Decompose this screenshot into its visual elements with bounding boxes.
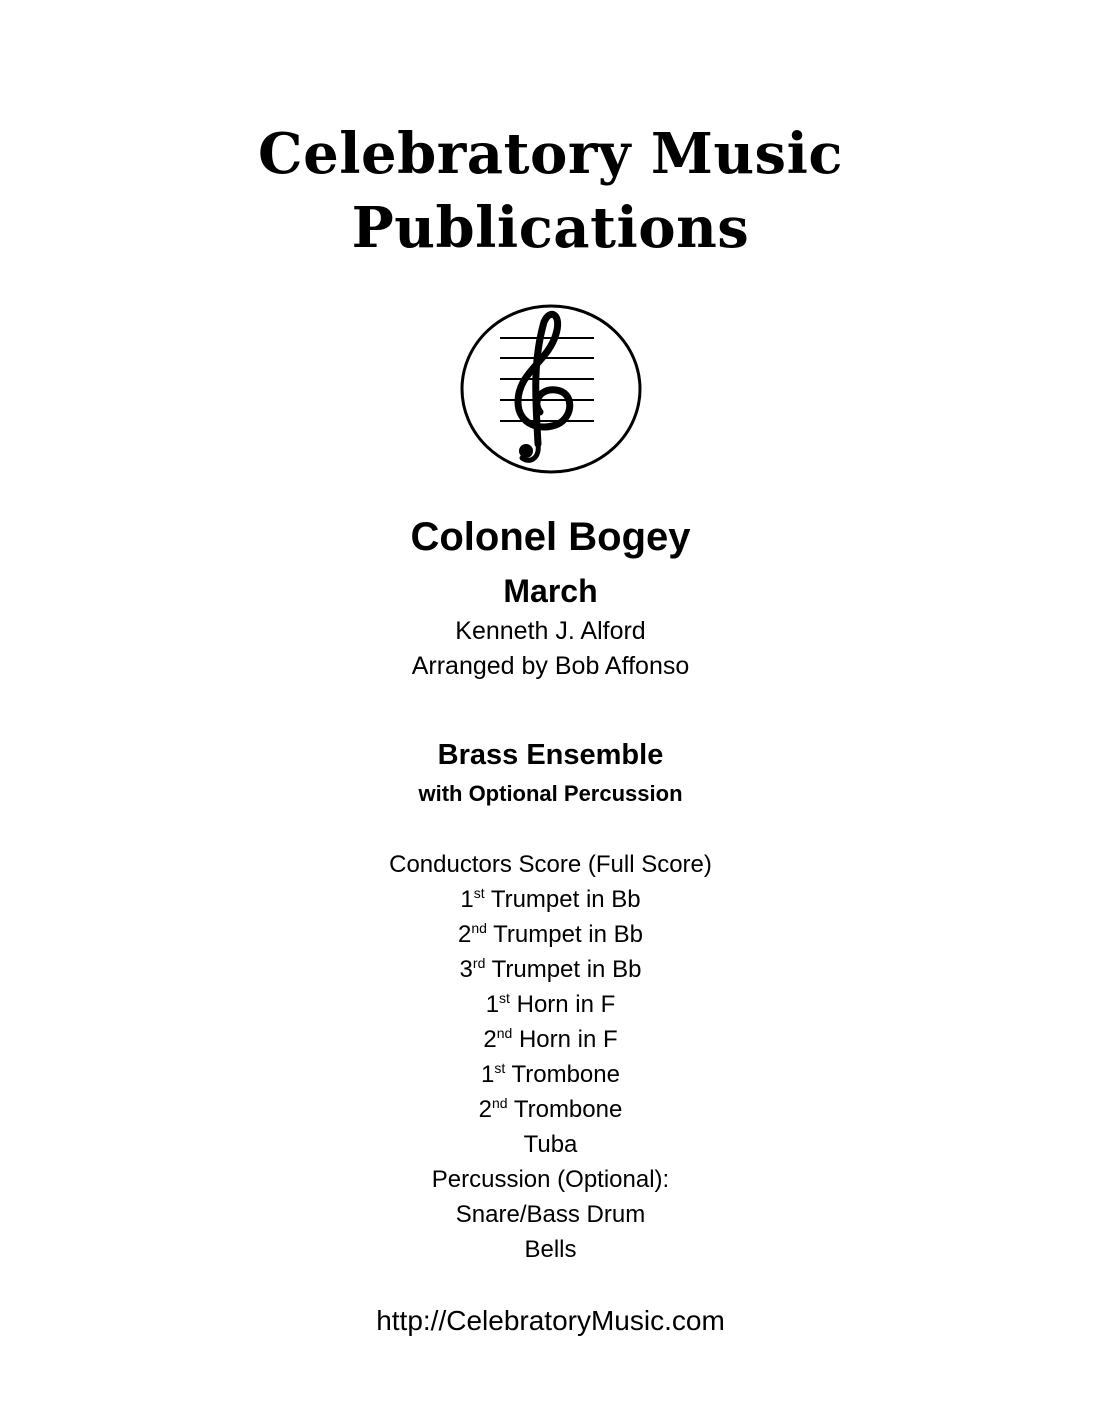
arranger-credit: Arranged by Bob Affonso xyxy=(411,652,690,680)
part-item: 1st Trombone xyxy=(481,1060,620,1088)
part-item: Snare/Bass Drum xyxy=(455,1201,646,1228)
ensemble-name: Brass Ensemble xyxy=(437,739,664,771)
parts-list xyxy=(0,847,1101,1267)
part-item: 3rd Trumpet in Bb xyxy=(459,955,642,983)
part-item: 1st Trumpet in Bb xyxy=(460,885,641,913)
part-item: Percussion (Optional): xyxy=(431,1166,670,1193)
treble-clef-icon xyxy=(460,304,642,474)
composer-name: Kenneth J. Alford xyxy=(455,617,646,645)
part-item: 1st Horn in F xyxy=(485,990,616,1018)
part-item: 2nd Trumpet in Bb xyxy=(457,920,643,948)
piece-subtitle: March xyxy=(503,573,598,609)
ensemble-note: with Optional Percussion xyxy=(418,781,683,806)
publisher-name-line-1: Celebratory Music xyxy=(258,121,843,187)
publisher-name-line-2: Publications xyxy=(351,195,750,261)
part-item: Tuba xyxy=(523,1131,578,1158)
part-item: Bells xyxy=(524,1236,577,1263)
part-item: Conductors Score (Full Score) xyxy=(389,851,712,878)
piece-title: Colonel Bogey xyxy=(410,515,691,559)
website-url: http://CelebratoryMusic.com xyxy=(376,1305,725,1336)
part-item: 2nd Horn in F xyxy=(483,1025,618,1053)
part-item: 2nd Trombone xyxy=(478,1095,623,1123)
